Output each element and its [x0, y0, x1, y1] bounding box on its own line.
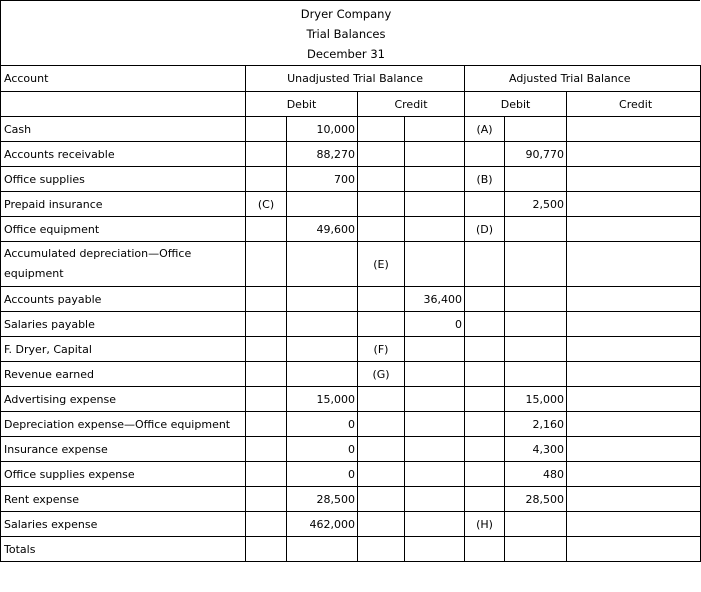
company-name: Dryer Company — [300, 7, 392, 21]
unadjusted-credit-ref-cell — [358, 512, 405, 537]
table-row — [1, 337, 701, 362]
adjusted-debit-ref-cell — [465, 287, 505, 312]
unadjusted-credit-ref-cell: (F) — [358, 337, 405, 362]
adjusted-credit-cell — [567, 512, 701, 537]
adjusted-credit-cell — [567, 117, 701, 142]
adjusted-debit-cell — [505, 512, 567, 537]
table-row — [1, 242, 701, 287]
adjusted-debit-cell: 28,500 — [505, 487, 567, 512]
adjusted-credit-cell — [567, 387, 701, 412]
unadjusted-debit-cell — [287, 192, 358, 217]
adjusted-credit-cell — [567, 287, 701, 312]
account-column-header: Account — [1, 66, 246, 92]
unadjusted-credit-cell — [405, 437, 465, 462]
unadjusted-debit-cell: 49,600 — [287, 217, 358, 242]
adjusted-credit-cell — [567, 437, 701, 462]
unadjusted-credit-ref-cell — [358, 142, 405, 167]
account-cell: Depreciation expense—Office equipment — [1, 412, 246, 437]
unadjusted-debit-cell — [287, 537, 358, 562]
adjusted-debit-ref-cell — [465, 387, 505, 412]
unadjusted-debit-cell: 15,000 — [287, 387, 358, 412]
adjusted-credit-cell — [567, 462, 701, 487]
adjusted-debit-cell — [505, 287, 567, 312]
unadjusted-debit-cell: 700 — [287, 167, 358, 192]
unadjusted-credit-cell — [405, 487, 465, 512]
header-row-sides — [1, 92, 701, 117]
unadjusted-debit-ref-cell — [246, 287, 287, 312]
adjusted-credit-cell — [567, 312, 701, 337]
adjusted-credit-cell — [567, 487, 701, 512]
account-cell: Advertising expense — [1, 387, 246, 412]
unadjusted-debit-cell — [287, 287, 358, 312]
table-row — [1, 287, 701, 312]
adjusted-debit-ref-cell — [465, 337, 505, 362]
adjusted-debit-cell: 2,500 — [505, 192, 567, 217]
adjusted-debit-cell: 2,160 — [505, 412, 567, 437]
unadjusted-debit-cell: 462,000 — [287, 512, 358, 537]
adjusted-debit-ref-cell — [465, 142, 505, 167]
trial-balance-table — [0, 65, 701, 562]
table-row — [1, 437, 701, 462]
unadjusted-credit-cell: 0 — [405, 312, 465, 337]
table-row — [1, 312, 701, 337]
unadjusted-debit-ref-cell — [246, 142, 287, 167]
account-cell: Office supplies — [1, 167, 246, 192]
unadjusted-credit-ref-cell — [358, 462, 405, 487]
unadjusted-debit-cell: 0 — [287, 437, 358, 462]
account-cell: Insurance expense — [1, 437, 246, 462]
report-title: Trial Balances — [306, 27, 386, 41]
unadjusted-credit-cell — [405, 242, 465, 287]
adjusted-debit-ref-cell — [465, 487, 505, 512]
table-row — [1, 142, 701, 167]
unadjusted-credit-cell — [405, 412, 465, 437]
unadjusted-credit-ref-cell — [358, 117, 405, 142]
account-cell: Accumulated depreciation—Office equipment — [1, 242, 246, 287]
unadjusted-credit-header: Credit — [358, 92, 465, 117]
unadjusted-credit-cell: 36,400 — [405, 287, 465, 312]
unadjusted-debit-ref-cell — [246, 412, 287, 437]
adjusted-debit-ref-cell — [465, 537, 505, 562]
unadjusted-credit-cell — [405, 337, 465, 362]
unadjusted-credit-ref-cell — [358, 217, 405, 242]
account-cell: Office supplies expense — [1, 462, 246, 487]
unadjusted-credit-cell — [405, 387, 465, 412]
adjusted-debit-cell — [505, 242, 567, 287]
table-row — [1, 117, 701, 142]
adjusted-debit-cell: 90,770 — [505, 142, 567, 167]
unadjusted-debit-ref-cell — [246, 117, 287, 142]
adjusted-debit-cell: 15,000 — [505, 387, 567, 412]
adjusted-debit-header: Debit — [465, 92, 567, 117]
unadjusted-credit-ref-cell — [358, 412, 405, 437]
adjusted-debit-ref-cell — [465, 437, 505, 462]
unadjusted-debit-ref-cell — [246, 512, 287, 537]
unadjusted-credit-cell — [405, 117, 465, 142]
account-cell: Revenue earned — [1, 362, 246, 387]
header-row-groups — [1, 66, 701, 92]
table-row — [1, 167, 701, 192]
adjusted-debit-ref-cell — [465, 192, 505, 217]
table-row — [1, 487, 701, 512]
unadjusted-credit-ref-cell — [358, 487, 405, 512]
unadjusted-credit-ref-cell — [358, 437, 405, 462]
adjusted-credit-cell — [567, 142, 701, 167]
table-row — [1, 362, 701, 387]
adjusted-debit-cell — [505, 362, 567, 387]
unadjusted-credit-ref-cell — [358, 387, 405, 412]
account-cell: Office equipment — [1, 217, 246, 242]
account-cell: Accounts payable — [1, 287, 246, 312]
account-cell: F. Dryer, Capital — [1, 337, 246, 362]
unadjusted-credit-cell — [405, 537, 465, 562]
unadjusted-debit-ref-cell — [246, 312, 287, 337]
unadjusted-credit-cell — [405, 462, 465, 487]
unadjusted-credit-cell — [405, 512, 465, 537]
unadjusted-debit-ref-cell — [246, 387, 287, 412]
unadjusted-debit-cell: 28,500 — [287, 487, 358, 512]
adjusted-debit-ref-cell — [465, 312, 505, 337]
adjusted-debit-ref-cell: (A) — [465, 117, 505, 142]
unadjusted-debit-ref-cell — [246, 437, 287, 462]
table-row — [1, 217, 701, 242]
unadjusted-credit-cell — [405, 167, 465, 192]
table-row — [1, 537, 701, 562]
unadjusted-debit-cell: 0 — [287, 412, 358, 437]
unadjusted-credit-cell — [405, 142, 465, 167]
unadjusted-debit-header: Debit — [246, 92, 358, 117]
unadjusted-credit-cell — [405, 192, 465, 217]
unadjusted-credit-ref-cell: (G) — [358, 362, 405, 387]
adjusted-debit-ref-cell: (B) — [465, 167, 505, 192]
table-row — [1, 387, 701, 412]
adjusted-debit-cell — [505, 337, 567, 362]
adjusted-credit-cell — [567, 337, 701, 362]
adjusted-debit-cell — [505, 167, 567, 192]
account-cell: Rent expense — [1, 487, 246, 512]
unadjusted-credit-cell — [405, 217, 465, 242]
table-row — [1, 512, 701, 537]
unadjusted-debit-ref-cell — [246, 537, 287, 562]
unadjusted-debit-ref-cell — [246, 217, 287, 242]
adjusted-debit-ref-cell — [465, 242, 505, 287]
account-cell: Cash — [1, 117, 246, 142]
adjusted-credit-cell — [567, 167, 701, 192]
unadjusted-debit-cell — [287, 362, 358, 387]
adjusted-debit-ref-cell: (D) — [465, 217, 505, 242]
table-row — [1, 412, 701, 437]
unadjusted-debit-ref-cell — [246, 362, 287, 387]
unadjusted-credit-ref-cell — [358, 312, 405, 337]
unadjusted-credit-cell — [405, 362, 465, 387]
title-box — [0, 0, 700, 65]
adjusted-debit-cell: 4,300 — [505, 437, 567, 462]
unadjusted-credit-ref-cell — [358, 167, 405, 192]
unadjusted-debit-cell: 10,000 — [287, 117, 358, 142]
adjusted-credit-header: Credit — [567, 92, 701, 117]
adjusted-debit-ref-cell — [465, 362, 505, 387]
unadjusted-debit-ref-cell — [246, 242, 287, 287]
unadjusted-debit-ref-cell — [246, 337, 287, 362]
adjusted-credit-cell — [567, 537, 701, 562]
account-blank-cell — [1, 92, 246, 117]
adjusted-credit-cell — [567, 362, 701, 387]
adjusted-debit-cell — [505, 312, 567, 337]
unadjusted-debit-cell — [287, 242, 358, 287]
account-cell: Totals — [1, 537, 246, 562]
unadjusted-debit-ref-cell — [246, 462, 287, 487]
unadjusted-debit-ref-cell — [246, 167, 287, 192]
unadjusted-debit-cell — [287, 312, 358, 337]
adjusted-credit-cell — [567, 217, 701, 242]
adjusted-debit-ref-cell — [465, 462, 505, 487]
unadjusted-debit-cell: 0 — [287, 462, 358, 487]
adjusted-debit-cell — [505, 217, 567, 242]
adjusted-credit-cell — [567, 412, 701, 437]
adjusted-credit-cell — [567, 242, 701, 287]
adjusted-debit-cell — [505, 117, 567, 142]
unadjusted-credit-ref-cell — [358, 287, 405, 312]
unadjusted-credit-ref-cell: (E) — [358, 242, 405, 287]
adjusted-debit-ref-cell — [465, 412, 505, 437]
adjusted-credit-cell — [567, 192, 701, 217]
unadjusted-debit-cell: 88,270 — [287, 142, 358, 167]
adjusted-debit-ref-cell: (H) — [465, 512, 505, 537]
unadjusted-header: Unadjusted Trial Balance — [246, 66, 465, 92]
unadjusted-credit-ref-cell — [358, 537, 405, 562]
adjusted-debit-cell: 480 — [505, 462, 567, 487]
table-row — [1, 462, 701, 487]
adjusted-header: Adjusted Trial Balance — [465, 66, 701, 92]
account-cell: Accounts receivable — [1, 142, 246, 167]
unadjusted-debit-cell — [287, 337, 358, 362]
adjusted-debit-cell — [505, 537, 567, 562]
report-date: December 31 — [307, 47, 385, 61]
unadjusted-credit-ref-cell — [358, 192, 405, 217]
account-cell: Salaries payable — [1, 312, 246, 337]
unadjusted-debit-ref-cell — [246, 487, 287, 512]
account-cell: Prepaid insurance — [1, 192, 246, 217]
unadjusted-debit-ref-cell: (C) — [246, 192, 287, 217]
table-row — [1, 192, 701, 217]
account-cell: Salaries expense — [1, 512, 246, 537]
